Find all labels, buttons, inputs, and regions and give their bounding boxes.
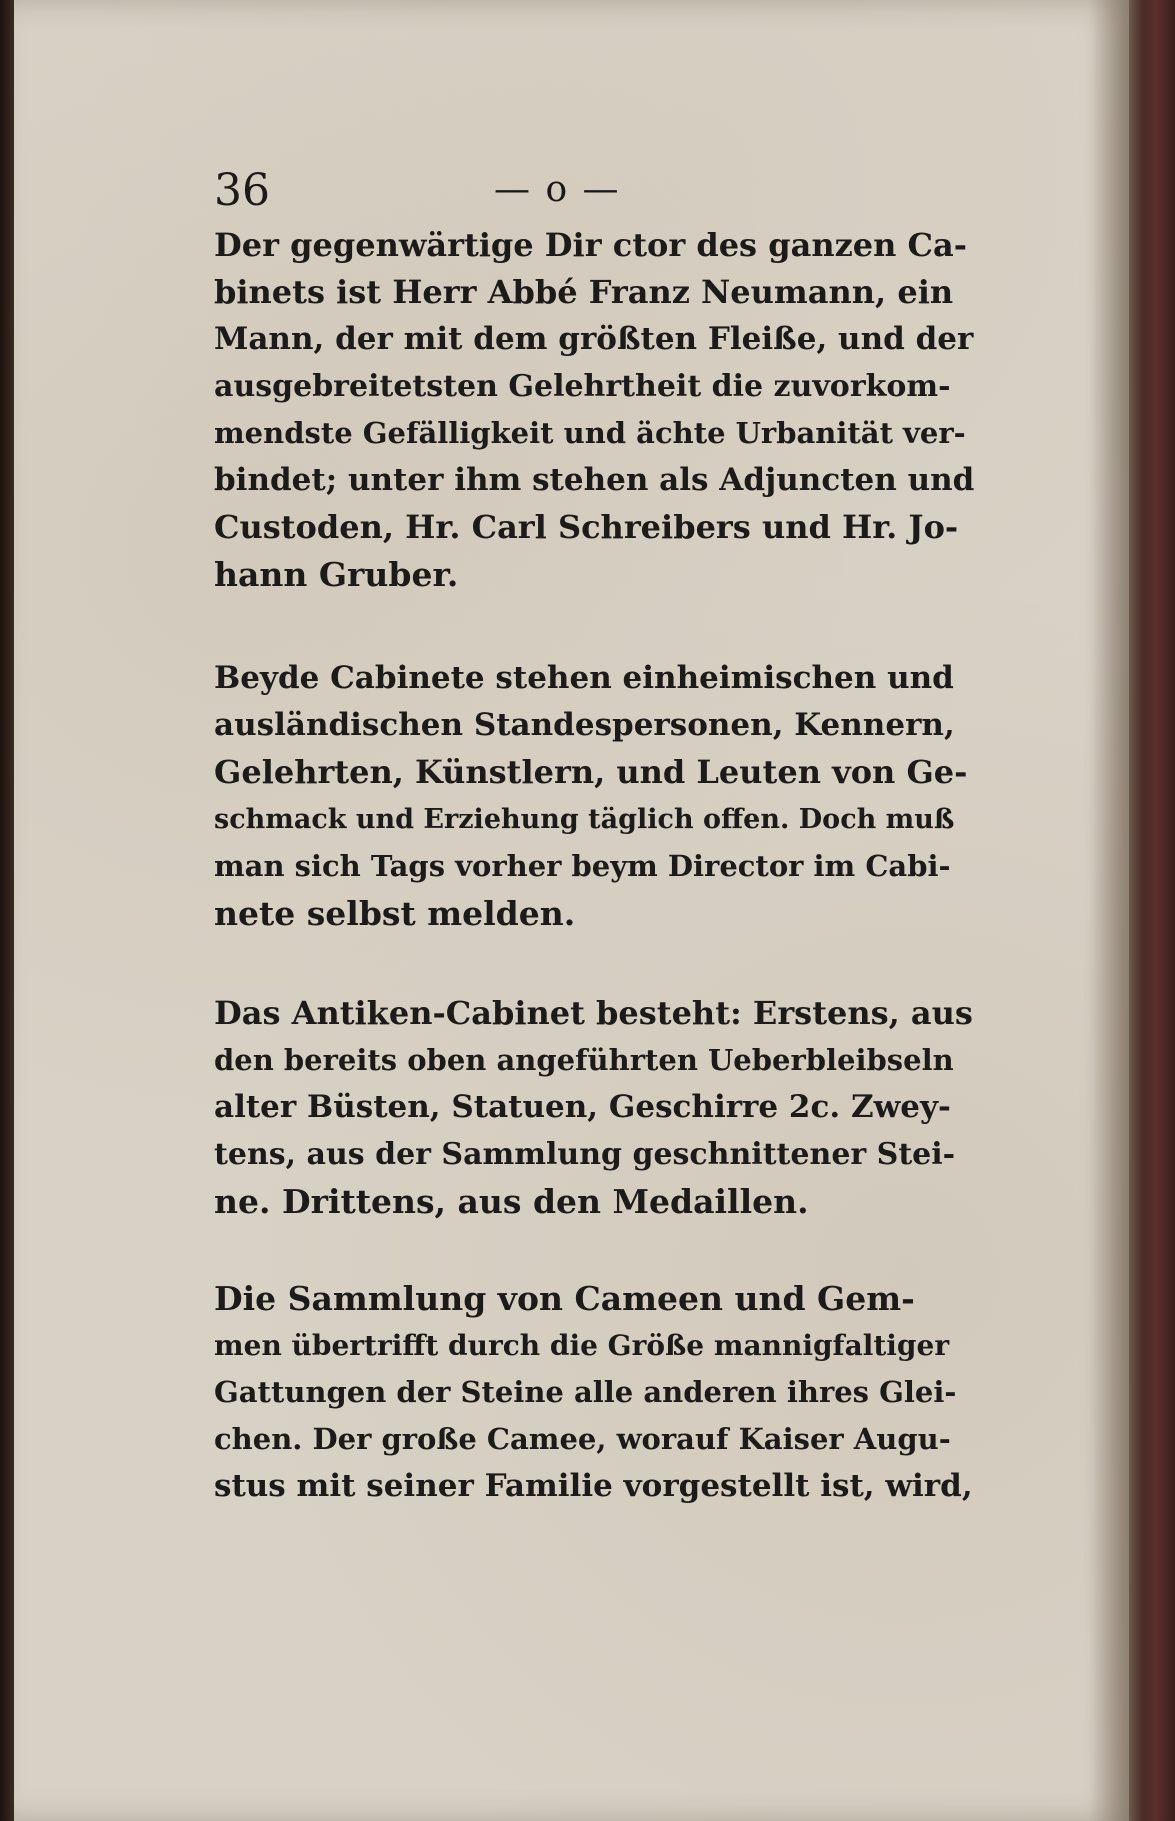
text-line: men übertrifft durch die Größe mannigfaltiger xyxy=(214,1329,950,1362)
paragraph-4 xyxy=(214,1275,974,1510)
text-line: hann Gruber. xyxy=(214,555,459,594)
text-line: mendste Gefälligkeit und ächte Urbanität ver- xyxy=(214,416,966,450)
text-line: schmack und Erziehung täglich offen. Doch muß xyxy=(214,804,955,835)
text-line: man sich Tags vorher beym Director im Cabi- xyxy=(214,849,951,883)
text-line: Die Sammlung von Cameen und Gem- xyxy=(214,1279,915,1318)
text-line: ne. Drittens, aus den Medaillen. xyxy=(214,1182,809,1221)
text-line: chen. Der große Camee, worauf Kaiser Augu- xyxy=(214,1422,951,1456)
text-line: alter Büsten, Statuen, Geschirre 2c. Zwey- xyxy=(214,1089,951,1125)
text-line: ausgebreitetsten Gelehrtheit die zuvorkom- xyxy=(214,369,951,404)
left-page-edge xyxy=(0,0,14,1821)
text-line: Mann, der mit dem größten Fleiße, und der xyxy=(214,321,974,357)
text-line: Gelehrten, Künstlern, und Leuten von Ge- xyxy=(214,753,968,791)
paragraph-2 xyxy=(214,655,974,937)
book-binding xyxy=(1129,0,1175,1821)
text-line: Gattungen der Steine alle anderen ihres Glei- xyxy=(214,1375,957,1409)
page-number: 36 xyxy=(214,165,270,216)
text-line: tens, aus der Sammlung geschnittener Stei- xyxy=(214,1137,956,1172)
text-line: ausländischen Standespersonen, Kennern, xyxy=(214,707,955,743)
text-line: bindet; unter ihm stehen als Adjuncten und xyxy=(214,462,975,498)
page-header xyxy=(214,165,974,225)
gutter-shadow xyxy=(1089,0,1129,1821)
running-head: — o — xyxy=(494,169,621,210)
text-line: Das Antiken-Cabinet besteht: Erstens, aus xyxy=(214,994,973,1032)
paragraph-3 xyxy=(214,990,974,1225)
text-line: nete selbst melden. xyxy=(214,894,576,933)
text-line: Der gegenwärtige Dir ctor des ganzen Ca- xyxy=(214,226,967,264)
text-line: binets ist Herr Abbé Franz Neumann, ein xyxy=(214,273,954,311)
text-line: Beyde Cabinete stehen einheimischen und xyxy=(214,660,954,696)
text-line: stus mit seiner Familie vorgestellt ist, wird, xyxy=(214,1468,973,1504)
paragraph-1 xyxy=(214,222,974,598)
text-line: den bereits oben angeführten Ueberbleibseln xyxy=(214,1043,954,1077)
text-line: Custoden, Hr. Carl Schreibers und Hr. Jo- xyxy=(214,508,959,546)
